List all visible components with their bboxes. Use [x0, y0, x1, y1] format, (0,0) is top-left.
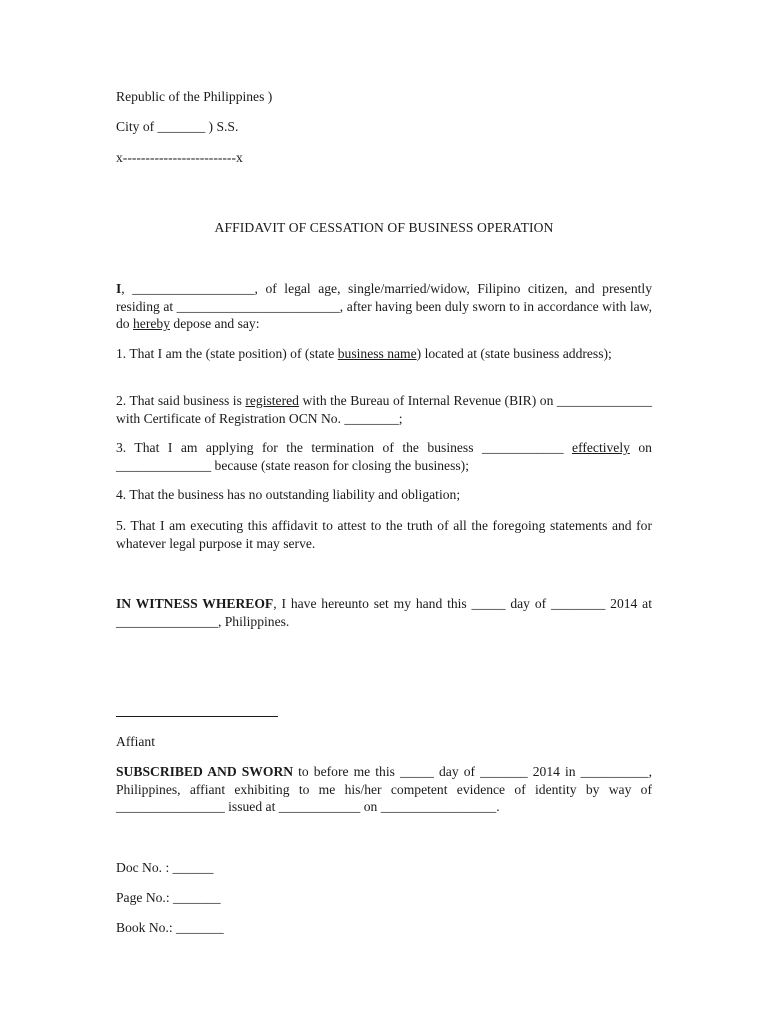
doc-no: Doc No. : ______: [116, 860, 214, 875]
affidavit-document: [116, 0, 652, 1024]
intro-text-a: , __________________, of legal age, single/married/widow, Filipino citizen, and presently residing at ________________________, after having been duly sworn to in accordance with law, do: [116, 281, 652, 331]
intro-underlined: hereby: [133, 316, 170, 331]
item1-text-a: 1. That I am the (state position) of (state: [116, 346, 338, 361]
sworn-bold: SUBSCRIBED AND SWORN: [116, 764, 294, 779]
sworn-text: to before me this _____ day of _______ 2014 in __________, Philippines, affiant exhibiting to me his/her competent evidence of identity by way of ________________ issued at ____________ on _________________.: [116, 764, 652, 814]
item-4: 4. That the business has no outstanding liability and obligation;: [116, 487, 461, 502]
document-title: AFFIDAVIT OF CESSATION OF BUSINESS OPERATION: [214, 220, 554, 235]
signature-line: [116, 716, 278, 717]
item-1: [116, 345, 652, 363]
header-republic: Republic of the Philippines ): [116, 89, 273, 104]
item2-text-a: 2. That said business is: [116, 393, 246, 408]
item-2: [116, 392, 652, 427]
item3-underlined: effectively: [572, 440, 630, 455]
item1-underlined: business name: [337, 346, 417, 361]
item3-text-b: on ______________ because (state reason for closing the business);: [116, 440, 652, 473]
item-5: 5. That I am executing this affidavit to attest to the truth of all the foregoing statements and for whatever legal purpose it may serve.: [116, 518, 652, 551]
item2-text-b: with the Bureau of Internal Revenue (BIR) on ______________ with Certificate of Registration OCN No. ________;: [116, 393, 653, 426]
witness-bold: IN WITNESS WHEREOF: [116, 596, 274, 611]
witness-text: , I have hereunto set my hand this _____ day of ________ 2014 at _______________, Philippines.: [116, 596, 652, 629]
item3-text-a: 3. That I am applying for the termination of the business ____________: [116, 440, 573, 455]
intro-text-b: depose and say:: [170, 316, 260, 331]
item1-text-b: ) located at (state business address);: [416, 346, 612, 361]
intro-paragraph: [116, 280, 652, 333]
sworn-paragraph: [116, 763, 652, 816]
book-no: Book No.: _______: [116, 920, 224, 935]
item-3: [116, 439, 652, 474]
header-city: City of _______ ) S.S.: [116, 119, 239, 134]
intro-bold-i: I: [116, 281, 122, 296]
witness-paragraph: [116, 595, 652, 630]
affiant-label: Affiant: [116, 734, 156, 749]
page-no: Page No.: _______: [116, 890, 221, 905]
item2-underlined: registered: [245, 393, 299, 408]
header-separator: x-------------------------x: [116, 150, 243, 165]
